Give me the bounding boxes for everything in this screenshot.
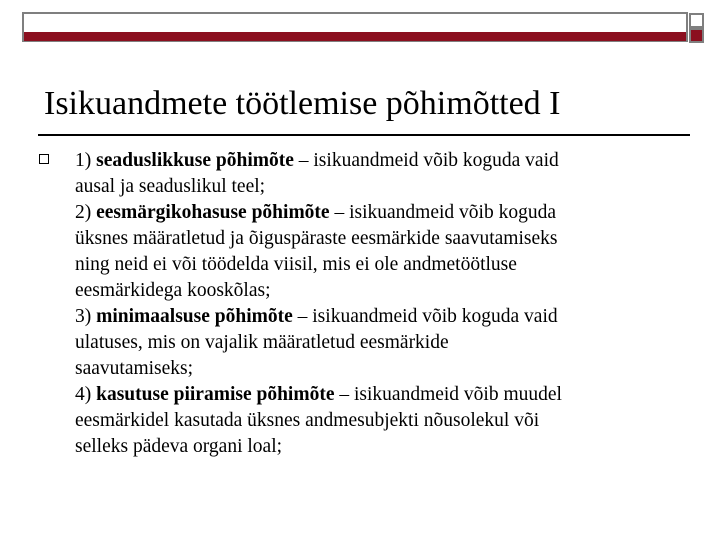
principle-name: eesmärgikohasuse põhimõte [96, 202, 330, 223]
principle-item [75, 200, 685, 304]
header-decoration-bar [22, 12, 688, 42]
principle-line: eesmärkidel kasutada üksnes andmesubjekti nõusolekul või [75, 410, 540, 431]
principle-line: ning neid ei või töödelda viisil, mis ei ole andmetöötluse [75, 254, 517, 275]
principle-line: üksnes määratletud ja õiguspäraste eesmärkide saavutamiseks [75, 228, 558, 249]
principle-line: 2) eesmärgikohasuse põhimõte – isikuandmeid võib koguda [75, 202, 556, 223]
slide-title: Isikuandmete töötlemise põhimõtted I [44, 85, 561, 122]
principle-name: kasutuse piiramise põhimõte [96, 384, 335, 405]
corner-square-icon [689, 13, 704, 28]
hollow-square-bullet-icon [39, 154, 49, 164]
principle-name: minimaalsuse põhimõte [96, 306, 293, 327]
principle-line: ausal ja seaduslikul teel; [75, 176, 266, 197]
corner-accent-square-icon [689, 28, 704, 43]
title-divider [38, 134, 690, 136]
principle-line: eesmärkidega kooskõlas; [75, 280, 271, 301]
principle-item [75, 382, 685, 460]
principle-line: 3) minimaalsuse põhimõte – isikuandmeid võib koguda vaid [75, 306, 558, 327]
principles-list [75, 148, 685, 460]
principle-line: ulatuses, mis on vajalik määratletud eesmärkide [75, 332, 449, 353]
principle-line: 1) seaduslikkuse põhimõte – isikuandmeid võib koguda vaid [75, 150, 559, 171]
principle-line: saavutamiseks; [75, 358, 194, 379]
principle-item [75, 304, 685, 382]
principle-line: selleks pädeva organi loal; [75, 436, 283, 457]
header-accent-stripe [24, 32, 686, 41]
principle-item [75, 148, 685, 200]
principle-line: 4) kasutuse piiramise põhimõte – isikuandmeid võib muudel [75, 384, 562, 405]
principle-name: seaduslikkuse põhimõte [96, 150, 294, 171]
